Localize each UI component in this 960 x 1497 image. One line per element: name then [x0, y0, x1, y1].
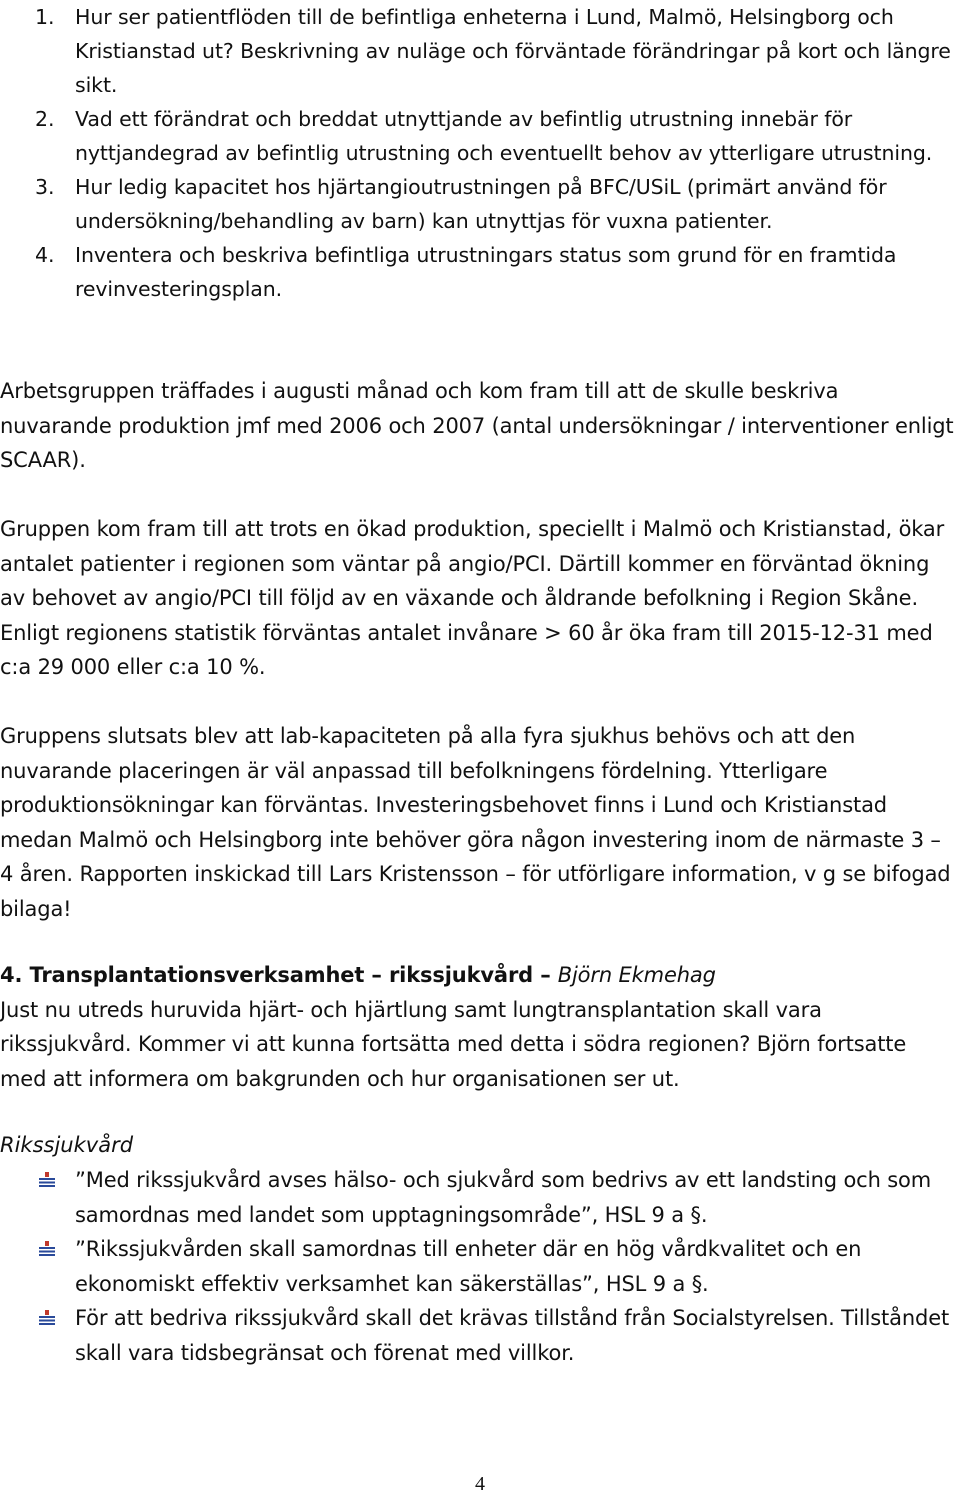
section-body: Just nu utreds huruvida hjärt- och hjärtlung samt lungtransplantation skall vara rikssjukvård. Kommer vi att kunna fortsätta med detta i södra regionen? Björn fortsatte med att informera om bakgrunden och hur organisationen ser ut. — [0, 997, 907, 1091]
section-transplant — [0, 958, 955, 1096]
numbered-list — [0, 0, 955, 306]
page-number: 4 — [475, 1473, 485, 1495]
bullet-item — [0, 1232, 955, 1301]
section-title: Transplantationsverksamhet – rikssjukvård — [29, 963, 534, 987]
list-item-number: 1. — [35, 5, 55, 29]
list-item — [0, 0, 955, 102]
bullet-item — [0, 1301, 955, 1370]
list-item — [0, 102, 955, 170]
stacked-bars-bullet-icon — [38, 1310, 56, 1326]
list-item — [0, 238, 955, 306]
list-item-text: Vad ett förändrat och breddat utnyttjande av befintlig utrustning innebär för nyttjandegrad av befintlig utrustning och eventuellt behov av ytterligare utrustning. — [75, 107, 933, 165]
list-item-number: 4. — [35, 243, 55, 267]
section-dash: – — [540, 963, 551, 987]
list-item-text: Hur ser patientflöden till de befintliga enheterna i Lund, Malmö, Helsingborg och Kristianstad ut? Beskrivning av nuläge och förväntade förändringar på kort och längre sikt. — [75, 5, 951, 97]
paragraph-working-group: Arbetsgruppen träffades i augusti månad och kom fram till att de skulle beskriva nuvarande produktion jmf med 2006 och 2007 (antal undersökningar / interventioner enligt SCAAR). — [0, 379, 954, 473]
bullet-text: För att bedriva rikssjukvård skall det krävas tillstånd från Socialstyrelsen. Tillståndet skall vara tidsbegränsat och förenat med villkor. — [75, 1306, 950, 1365]
stacked-bars-bullet-icon — [38, 1241, 56, 1257]
section-author: Björn Ekmehag — [557, 963, 716, 987]
list-item-number: 2. — [35, 107, 55, 131]
bullet-text: ”Med rikssjukvård avses hälso- och sjukvård som bedrivs av ett landsting och som samordnas med landet som upptagningsområde”, HSL 9 a §. — [75, 1168, 932, 1227]
list-item — [0, 170, 955, 238]
paragraph-conclusion: Gruppens slutsats blev att lab-kapaciteten på alla fyra sjukhus behövs och att den nuvarande placeringen är väl anpassad till befolkningens fördelning. Ytterligare produktionsökningar kan förväntas. Investeringsbehovet finns i Lund och Kristianstad medan Malmö och Helsingborg inte behöver göra någon investering inom de närmaste 3 – 4 åren. Rapporten inskickad till Lars Kristensson – för utförligare information, v g se bifogad bilaga! — [0, 724, 951, 921]
bullet-item — [0, 1163, 955, 1232]
list-item-text: Hur ledig kapacitet hos hjärtangioutrustningen på BFC/USiL (primärt använd för undersökning/behandling av barn) kan utnyttjas för vuxna patienter. — [75, 175, 887, 233]
list-item-text: Inventera och beskriva befintliga utrustningars status som grund för en framtida revinvesteringsplan. — [75, 243, 897, 301]
stacked-bars-bullet-icon — [38, 1172, 56, 1188]
paragraph-production: Gruppen kom fram till att trots en ökad produktion, speciellt i Malmö och Kristianstad, ökar antalet patienter i regionen som väntar på angio/PCI. Därtill kommer en förväntad ökning av behovet av angio/PCI till följd av en växande och åldrande befolkning i Region Skåne. Enligt regionens statistik förväntas antalet invånare > 60 år öka fram till 2015-12-31 med c:a 29 000 eller c:a 10 %. — [0, 517, 945, 680]
section-number: 4. — [0, 963, 23, 987]
bullet-text: ”Rikssjukvården skall samordnas till enheter där en hög vårdkvalitet och en ekonomiskt effektiv verksamhet kan säkerställas”, HSL 9 a §. — [75, 1237, 862, 1296]
subsection-title: Rikssjukvård — [0, 1133, 134, 1157]
section-heading — [0, 958, 955, 993]
bullet-list — [0, 1163, 955, 1371]
list-item-number: 3. — [35, 175, 55, 199]
